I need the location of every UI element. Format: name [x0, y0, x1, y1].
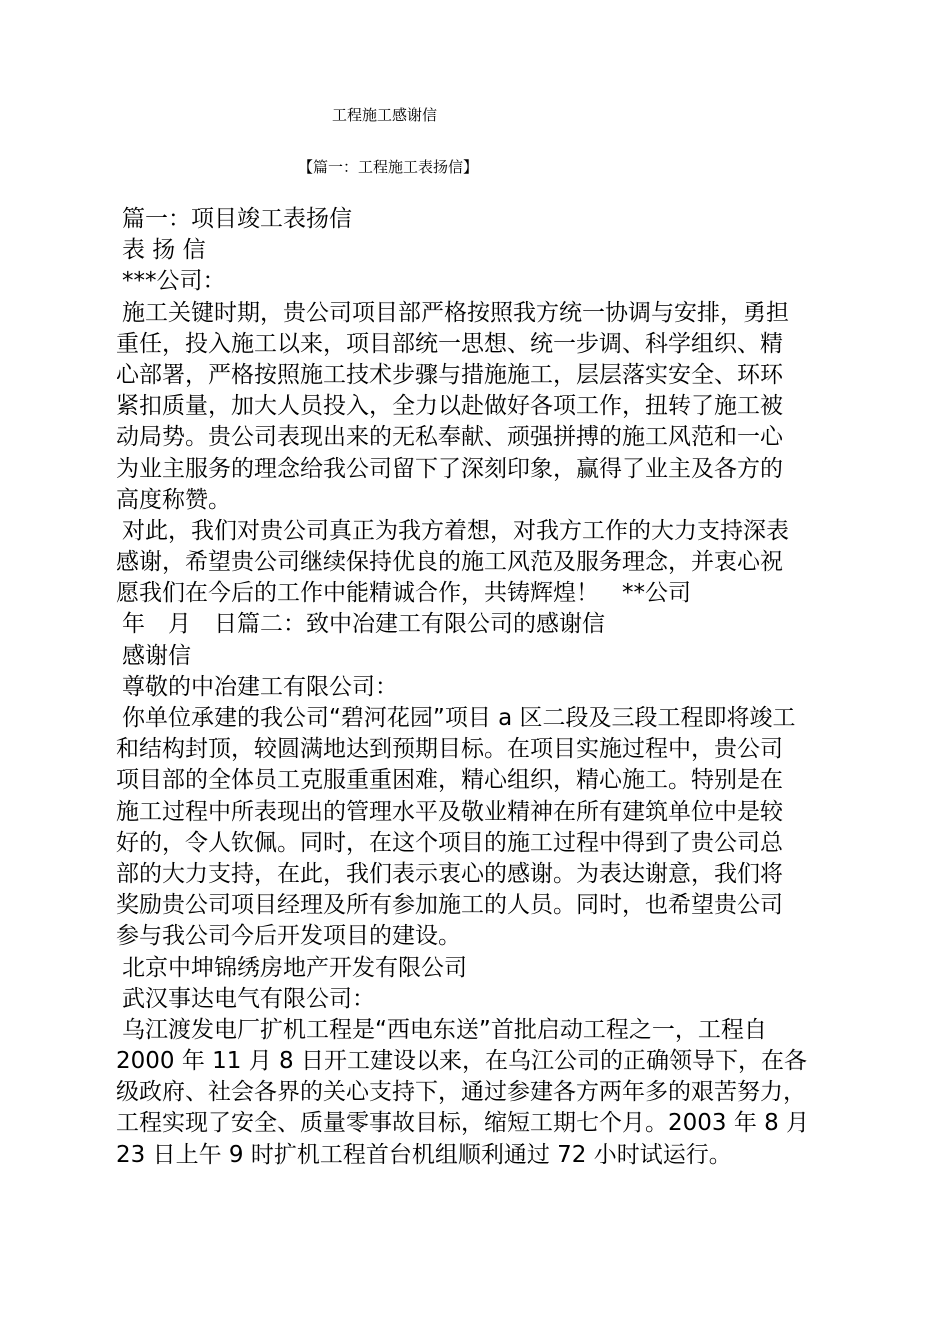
body-line: 奖励贵公司项目经理及所有参加施工的人员。同时，也希望贵公司 [116, 892, 783, 919]
body-line: 动局势。贵公司表现出来的无私奉献、顽强拼搏的施工风范和一心 [116, 424, 783, 451]
body-line: 紧扣质量，加大人员投入，全力以赴做好各项工作，扭转了施工被 [116, 393, 783, 420]
body-line: 乌江渡发电厂扩机工程是“西电东送”首批启动工程之一，工程自 [122, 1016, 767, 1043]
body-line: 心部署，严格按照施工技术步骤与措施施工，层层落实安全、环环 [116, 361, 783, 388]
body-line: 施工关键时期，贵公司项目部严格按照我方统一协调与安排，勇担 [122, 299, 789, 326]
body-line: 尊敬的中冶建工有限公司： [122, 673, 398, 700]
body-line: 北京中坤锦绣房地产开发有限公司 [122, 954, 467, 981]
body-line: 感谢，希望贵公司继续保持优良的施工风范及服务理念，并衷心祝 [116, 549, 783, 576]
body-line: 篇一：项目竣工表扬信 [122, 206, 352, 232]
section-header: 【篇一：工程施工表扬信】 [298, 158, 479, 176]
document-title: 工程施工感谢信 [332, 106, 438, 124]
body-line: 年 月 日篇二：致中冶建工有限公司的感谢信 [122, 611, 605, 638]
body-line: 部的大力支持，在此，我们表示衷心的感谢。为表达谢意，我们将 [116, 860, 783, 887]
body-line: 重任，投入施工以来，项目部统一思想、统一步调、科学组织、精 [116, 330, 783, 357]
body-line: 23 日上午 9 时扩机工程首台机组顺利通过 72 小时试运行。 [116, 1141, 732, 1168]
document-body [116, 204, 828, 1171]
body-line: 表 扬 信 [122, 237, 206, 264]
body-line: ***公司： [122, 268, 226, 295]
body-line: 工程实现了安全、质量零事故目标，缩短工期七个月。2003 年 8 月 [116, 1110, 810, 1137]
body-line: 对此，我们对贵公司真正为我方着想，对我方工作的大力支持深表 [122, 517, 789, 544]
body-line: 项目部的全体员工克服重重困难，精心组织，精心施工。特别是在 [116, 767, 783, 794]
body-line: 好的，令人钦佩。同时，在这个项目的施工过程中得到了贵公司总 [116, 829, 783, 856]
body-line: 高度称赞。 [116, 486, 231, 513]
body-line: 2000 年 11 月 8 日开工建设以来，在乌江公司的正确领导下，在各 [116, 1048, 807, 1075]
body-line: 参与我公司今后开发项目的建设。 [116, 923, 461, 950]
body-line: 和结构封顶，较圆满地达到预期目标。在项目实施过程中，贵公司 [116, 736, 783, 763]
body-line: 为业主服务的理念给我公司留下了深刻印象，赢得了业主及各方的 [116, 455, 783, 482]
body-line: 感谢信 [122, 642, 191, 669]
body-line: 施工过程中所表现出的管理水平及敬业精神在所有建筑单位中是较 [116, 798, 783, 825]
body-line: 愿我们在今后的工作中能精诚合作，共铸辉煌！ **公司 [116, 580, 691, 607]
body-line: 武汉事达电气有限公司： [122, 985, 375, 1012]
body-line: 级政府、社会各界的关心支持下，通过参建各方两年多的艰苦努力， [116, 1079, 806, 1106]
body-line: 你单位承建的我公司“碧河花园”项目 a 区二段及三段工程即将竣工 [122, 705, 796, 731]
